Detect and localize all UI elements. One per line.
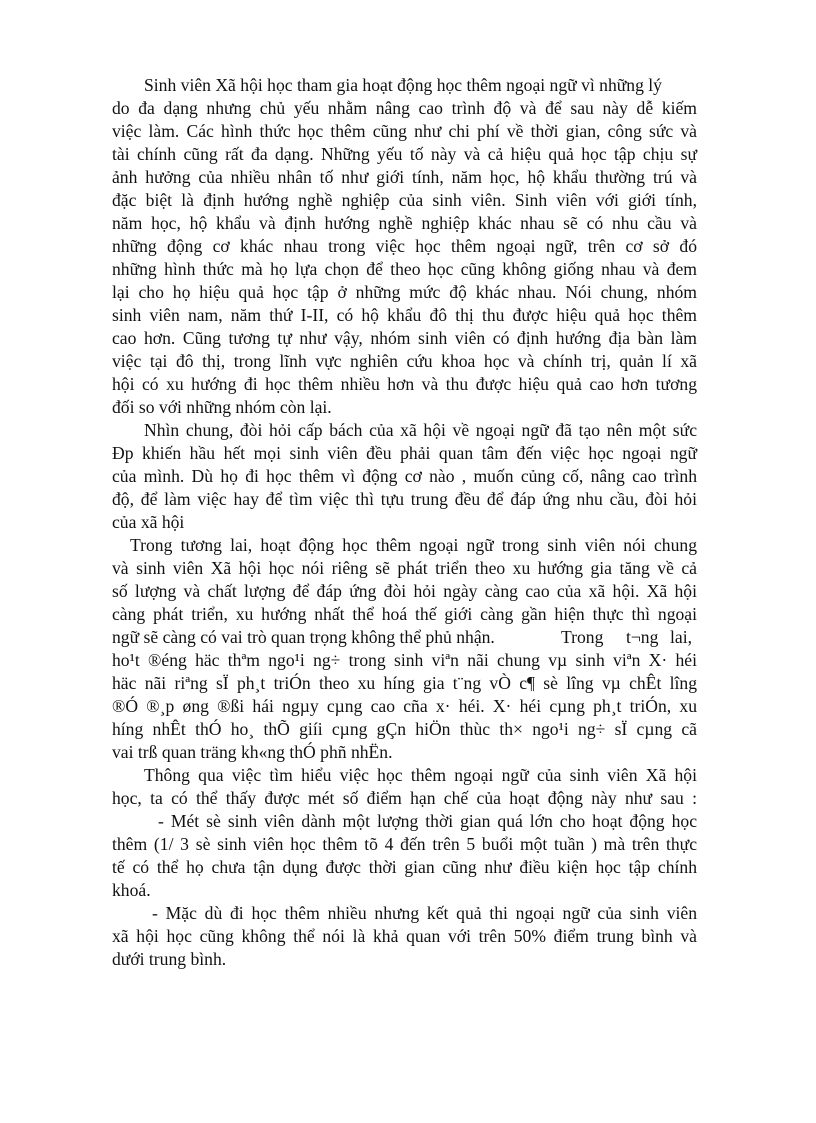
text-line: vai trß quan träng kh«ng thÓ phñ nhËn.	[112, 742, 393, 762]
text-line: Sinh viên Xã hội học tham gia hoạt động học thêm ngoại ngữ vì những lý	[144, 75, 662, 95]
text-line: t¬ng	[626, 627, 659, 647]
text-line: Thông qua việc tìm hiểu việc học thêm ngoại ngữ của sinh viên Xã hội	[144, 765, 697, 785]
text-line: việc làm. Các hình thức học thêm cũng như chi phí về thời gian, công sức và	[112, 121, 697, 141]
text-line: dưới trung bình.	[112, 949, 227, 969]
text-line: hội có xu hướng đi học thêm nhiều hơn và thu được hiệu quả cao hơn tương	[112, 374, 697, 394]
text-line: häc nãi riªng sÏ ph¸t triÓn theo xu híng gia t¨ng vÒ c¶ sè lîng vµ chÊt lîng	[112, 673, 697, 693]
text-line: của mình. Dù họ đi học thêm vì động cơ nào , muốn củng cố, nâng cao trình	[112, 466, 697, 486]
text-line: Trong tương lai, hoạt động học thêm ngoại ngữ trong sinh viên nói chung	[130, 535, 697, 555]
text-line: và sinh viên Xã hội học nói riêng sẽ phát triển theo xu hướng gia tăng về cả	[112, 558, 697, 578]
text-line: việc tại đô thị, trong lĩnh vực nghiên cứu khoa học và chính trị, quản lí xã	[112, 351, 697, 371]
text-line: năm học, hộ khẩu và định hướng nghề nghiệp khác nhau sẽ có nhu cầu và	[112, 213, 697, 233]
text-line: những hình thức mà họ lựa chọn để theo học cũng không giống nhau và đem	[112, 259, 697, 279]
text-line: độ, để làm việc hay để tìm việc thì tựu trung đều để đáp ứng nhu cầu, đòi hỏi	[112, 489, 697, 509]
text-line: những động cơ khác nhau trong việc học thêm ngoại ngữ, trên cơ sở đó	[112, 236, 697, 256]
text-line: - Mặc dù đi học thêm nhiều nhưng kết quả thi ngoại ngữ của sinh viên	[152, 903, 697, 923]
text-line: Đp khiến hầu hết mọi sinh viên đều phải quan tâm đến việc học ngoại ngữ	[112, 443, 697, 463]
text-line: xã hội học cũng không thể nói là khả quan với trên 50% điểm trung bình và	[112, 926, 697, 946]
text-line: thêm (1/ 3 sè sinh viên học thêm tõ 4 đến trên 5 buổi một tuần ) mà trên thực	[112, 834, 697, 854]
text-line: ngữ sẽ càng có vai trò quan trọng không thể phủ nhận.	[112, 627, 495, 647]
text-line: đối so với những nhóm còn lại.	[112, 397, 332, 417]
text-line: ®Ó ®¸p øng ®ßi hái ngµy cµng cao cña x· héi. X· héi cµng ph¸t triÓn, xu	[112, 696, 697, 716]
text-line: - Mét sè sinh viên dành một lượng thời gian quá lớn cho hoạt động học	[158, 811, 697, 831]
text-line: lại cho họ hiệu quả học tập ở những mức độ khác nhau. Nói chung, nhóm	[112, 282, 697, 302]
text-line: Nhìn chung, đòi hỏi cấp bách của xã hội về ngoại ngữ đã tạo nên một sức	[144, 420, 697, 440]
text-line: ho¹t ®éng häc thªm ngo¹i ng÷ trong sinh viªn nãi chung vµ sinh viªn X· héi	[112, 650, 697, 670]
text-line: Trong	[561, 627, 604, 647]
text-line: số lượng và chất lượng để đáp ứng đòi hỏi ngày càng cao của xã hội. Xã hội	[112, 581, 697, 601]
text-line: lai,	[670, 627, 692, 647]
text-line: cao hơn. Cũng tương tự như vậy, nhóm sinh viên có định hướng địa bàn làm	[112, 328, 697, 348]
text-line: đặc biệt là định hướng nghề nghiệp của sinh viên. Sinh viên với giới tính,	[112, 190, 697, 210]
text-line: sinh viên nam, năm thứ I-II, có hộ khẩu đô thị thu được hiệu quả học thêm	[112, 305, 697, 325]
text-line: khoá.	[112, 880, 151, 900]
text-line: học, ta có thể thấy được mét số điểm hạn chế của hoạt động này như sau :	[112, 788, 697, 808]
text-line: tài chính cũng rất đa dạng. Những yếu tố này và cả hiệu quả học tập chịu sự	[112, 144, 697, 164]
text-line: híng nhÊt thÓ ho¸ thÕ giíi cµng gÇn hiÖn thùc th× ngo¹i ng÷ sÏ cµng cã	[112, 719, 697, 739]
text-line: do đa dạng nhưng chủ yếu nhằm nâng cao trình độ và để sau này dễ kiếm	[112, 98, 697, 118]
text-line: càng phát triển, xu hướng nhất thể hoá thế giới càng gần hiện thực thì ngoại	[112, 604, 697, 624]
text-line: tế có thể họ chưa tận dụng được thời gian cũng như điều kiện học tập chính	[112, 857, 697, 877]
text-line: ảnh hưởng của nhiều nhân tố như giới tính, năm học, hộ khẩu thường trú và	[112, 167, 697, 187]
text-line: của xã hội	[112, 512, 185, 532]
